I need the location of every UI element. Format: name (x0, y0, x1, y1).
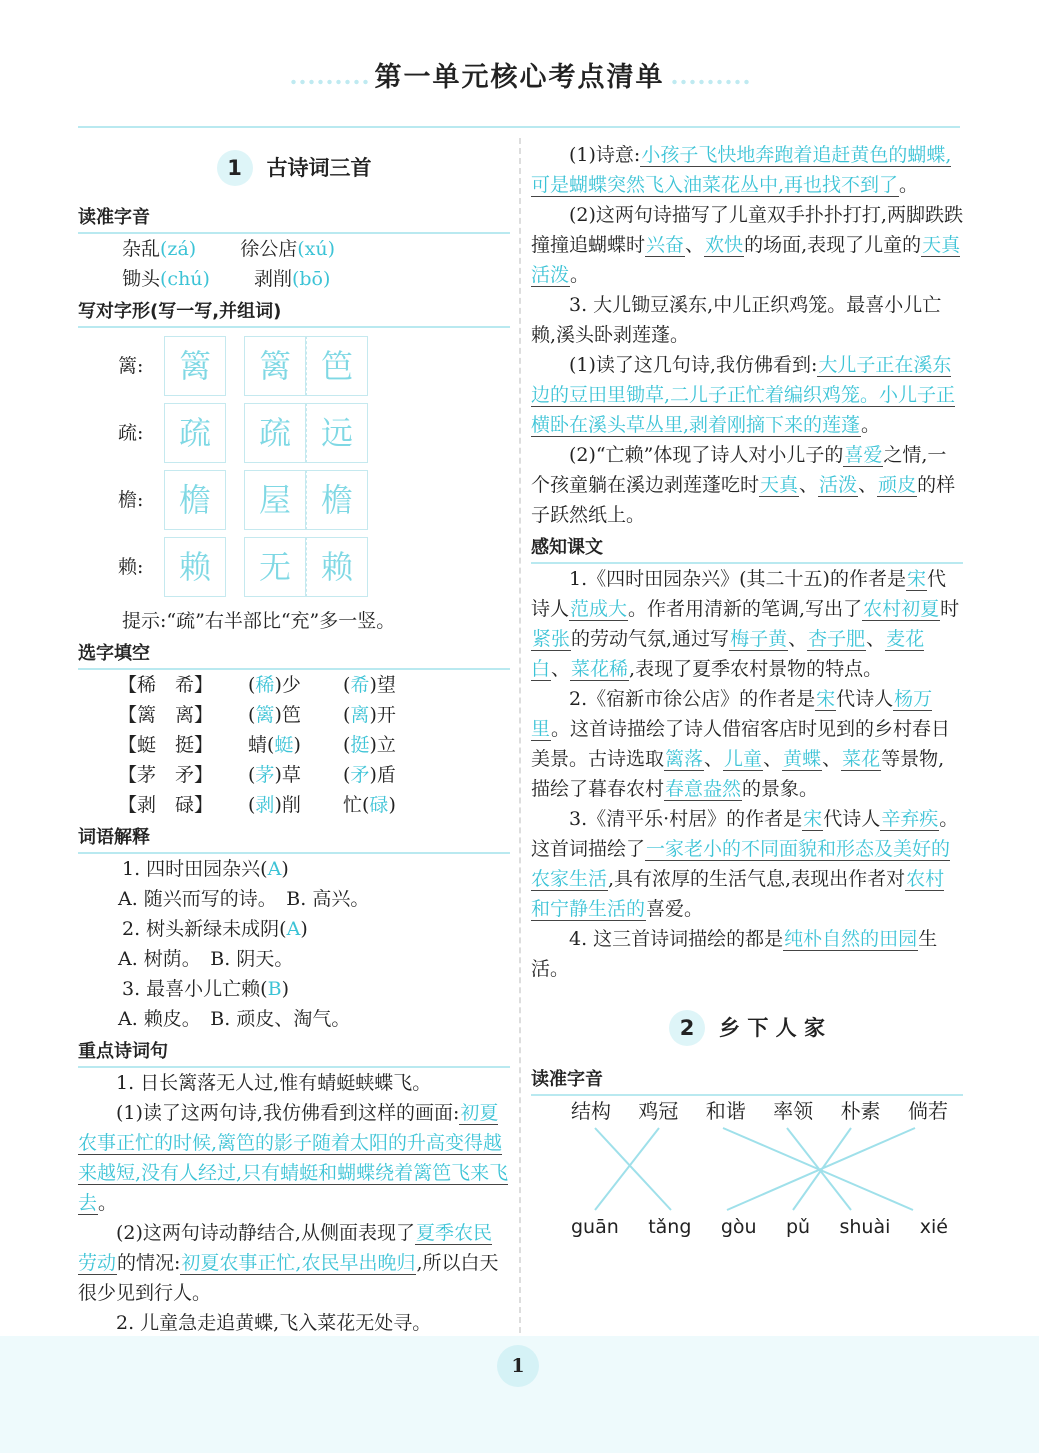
comprehension-paragraph: 4. 这三首诗词描绘的都是纯朴自然的田园生活。 (531, 928, 938, 980)
poem-line: 2. 儿童急走追黄蝶,飞入菜花无处寻。 (116, 1312, 432, 1334)
poem-line: 3. 大儿锄豆溪东,中儿正织鸡笼。最喜小儿亡赖,溪头卧剥莲蓬。 (531, 294, 942, 346)
fill-in-row: 【篱 离】 (篱)笆 (离)开 (118, 704, 396, 726)
match-word: 和谐 (705, 1099, 746, 1123)
section-definitions: 词语解释 (78, 824, 510, 854)
fill-in-row: 【剥 碌】 (剥)削 忙(碌) (118, 794, 396, 816)
column-divider (519, 138, 521, 1333)
writing-grid (78, 332, 510, 600)
poem-line: 1. 日长篱落无人过,惟有蜻蜓蛱蝶飞。 (116, 1072, 432, 1094)
match-pinyin: xié (919, 1216, 948, 1238)
pinyin-item: 徐公店(xú) (240, 238, 335, 260)
match-word: 倘若 (907, 1099, 948, 1123)
comprehension-paragraph: 2.《宿新市徐公店》的作者是宋代诗人杨万里。这首诗描绘了诗人借宿客店时见到的乡村春日美景。古诗选取篱落、儿童、黄蝶、菜花等景物,描绘了暮春农村春意盎然的景象。 (531, 688, 951, 800)
match-line (595, 1128, 671, 1210)
question-paragraph: (2)“亡赖”体现了诗人对小儿子的喜爱之情,一个孩童躺在溪边剥莲蓬吃时天真、活泼、顽皮的样子跃然纸上。 (531, 444, 956, 526)
lesson-2-heading (531, 1010, 963, 1046)
lesson-number: 1 (217, 150, 253, 186)
matching-pinyin (531, 1212, 963, 1242)
match-line (595, 1128, 659, 1210)
writing-cell: 篱 (164, 336, 226, 396)
match-pinyin: pǔ (785, 1216, 811, 1238)
writing-tip: 提示:“疏”右半部比“充”多一竖。 (122, 610, 396, 632)
pinyin-item: 剥削(bō) (253, 268, 331, 290)
question-paragraph: (1)读了这几句诗,我仿佛看到:大儿子正在溪东边的豆田里锄草,二儿子正忙着编织鸡笼。小儿子正横卧在溪头草丛里,剥着刚摘下来的莲蓬。 (531, 354, 956, 436)
writing-cell: 疏 (164, 403, 226, 463)
pinyin-item: 杂乱(zá) (122, 238, 197, 260)
comprehension-paragraph: 3.《清平乐·村居》的作者是宋代诗人辛弃疾。这首词描绘了一家老小的不同面貌和形态及美好的农家生活,具有浓厚的生活气息,表现出作者对农村和宁静生活的喜爱。 (531, 808, 959, 920)
fill-in-row: 【蜓 挺】 蜻(蜓) (挺)立 (118, 734, 396, 756)
question-paragraph: (1)诗意:小孩子飞快地奔跑着追赶黄色的蝴蝶,可是蝴蝶突然飞入油菜花丛中,再也找不到了。 (531, 144, 952, 196)
pinyin-block (78, 234, 510, 294)
pinyin-item: 锄头(chú) (122, 268, 210, 290)
fill-in-row: 【茅 矛】 (茅)草 (矛)盾 (118, 764, 396, 786)
definitions-list (78, 854, 510, 1034)
lesson-number: 2 (669, 1010, 705, 1046)
definition-options: A. 树荫。 B. 阴天。 (118, 948, 294, 970)
definition-question: 2. 树头新绿未成阴(A) (122, 918, 308, 940)
writing-label: 檐: (118, 488, 144, 511)
matching-words (531, 1096, 963, 1126)
decor-dots-right (670, 79, 750, 85)
page-number: 1 (497, 1345, 539, 1387)
writing-row (78, 533, 510, 600)
comprehension-paragraph: 1.《四时田园杂兴》(其二十五)的作者是宋代诗人范成大。作者用清新的笔调,写出了农村初夏时紧张的劳动气氛,通过写梅子黄、杏子肥、麦花白、菜花稀,表现了夏季农村景物的特点。 (531, 568, 960, 680)
lesson-1-heading (78, 150, 510, 186)
writing-pair: 篱 笆 (244, 336, 368, 396)
section-pronunciation: 读准字音 (531, 1066, 963, 1096)
writing-row (78, 399, 510, 466)
writing-label: 篱: (118, 354, 144, 377)
question-paragraph: (2)这两句诗动静结合,从侧面表现了夏季农民劳动的情况:初夏农事正忙,农民早出晚归,所以白天很少见到行人。 (78, 1222, 499, 1304)
writing-cell: 檐 (164, 470, 226, 530)
section-key-lines: 重点诗词句 (78, 1038, 510, 1068)
match-word: 率领 (773, 1099, 814, 1123)
page-header (0, 55, 1039, 94)
definition-options: A. 赖皮。 B. 顽皮、淘气。 (118, 1008, 351, 1030)
lesson-title: 乡 下 人 家 (719, 1016, 825, 1040)
fill-in-row: 【稀 希】 (稀)少 (希)望 (118, 674, 396, 696)
decor-dots-left (289, 79, 369, 85)
definition-options: A. 随兴而写的诗。 B. 高兴。 (118, 888, 370, 910)
section-pronunciation: 读准字音 (78, 204, 510, 234)
page-title: 第一单元核心考点清单 (374, 62, 665, 93)
writing-row (78, 466, 510, 533)
lesson-title: 古诗词三首 (266, 156, 372, 180)
writing-pair: 屋 檐 (244, 470, 368, 530)
section-writing: 写对字形(写一写,并组词) (78, 298, 510, 328)
writing-row (78, 332, 510, 399)
match-word: 结构 (571, 1099, 611, 1123)
fill-in-list (78, 670, 510, 820)
right-column (531, 140, 963, 1242)
match-pinyin: shuài (839, 1216, 891, 1238)
writing-label: 赖: (118, 555, 144, 578)
question-paragraph: (2)这两句诗描写了儿童双手扑扑打打,两脚跌跌撞撞追蝴蝶时兴奋、欢快的场面,表现了儿童的天真活泼。 (531, 204, 963, 286)
match-pinyin: guān (571, 1216, 619, 1238)
question-paragraph: (1)读了这两句诗,我仿佛看到这样的画面:初夏农事正忙的时候,篱笆的影子随着太阳的升高变得越来越短,没有人经过,只有蜻蜓和蝴蝶绕着篱笆飞来飞去。 (78, 1102, 509, 1214)
match-pinyin: gòu (720, 1216, 757, 1238)
section-fill-in: 选字填空 (78, 640, 510, 670)
definition-question: 3. 最喜小儿亡赖(B) (122, 978, 289, 1000)
writing-pair: 疏 远 (244, 403, 368, 463)
left-column (78, 140, 510, 1338)
section-comprehension: 感知课文 (531, 534, 963, 564)
match-word: 鸡冠 (638, 1099, 679, 1123)
definition-question: 1. 四时田园杂兴(A) (122, 858, 289, 880)
match-word: 朴素 (840, 1099, 881, 1123)
match-pinyin: tǎng (648, 1216, 692, 1238)
header-rule (78, 126, 960, 128)
writing-pair: 无 赖 (244, 537, 368, 597)
writing-cell: 赖 (164, 537, 226, 597)
writing-label: 疏: (118, 421, 144, 444)
matching-lines (531, 1126, 963, 1212)
